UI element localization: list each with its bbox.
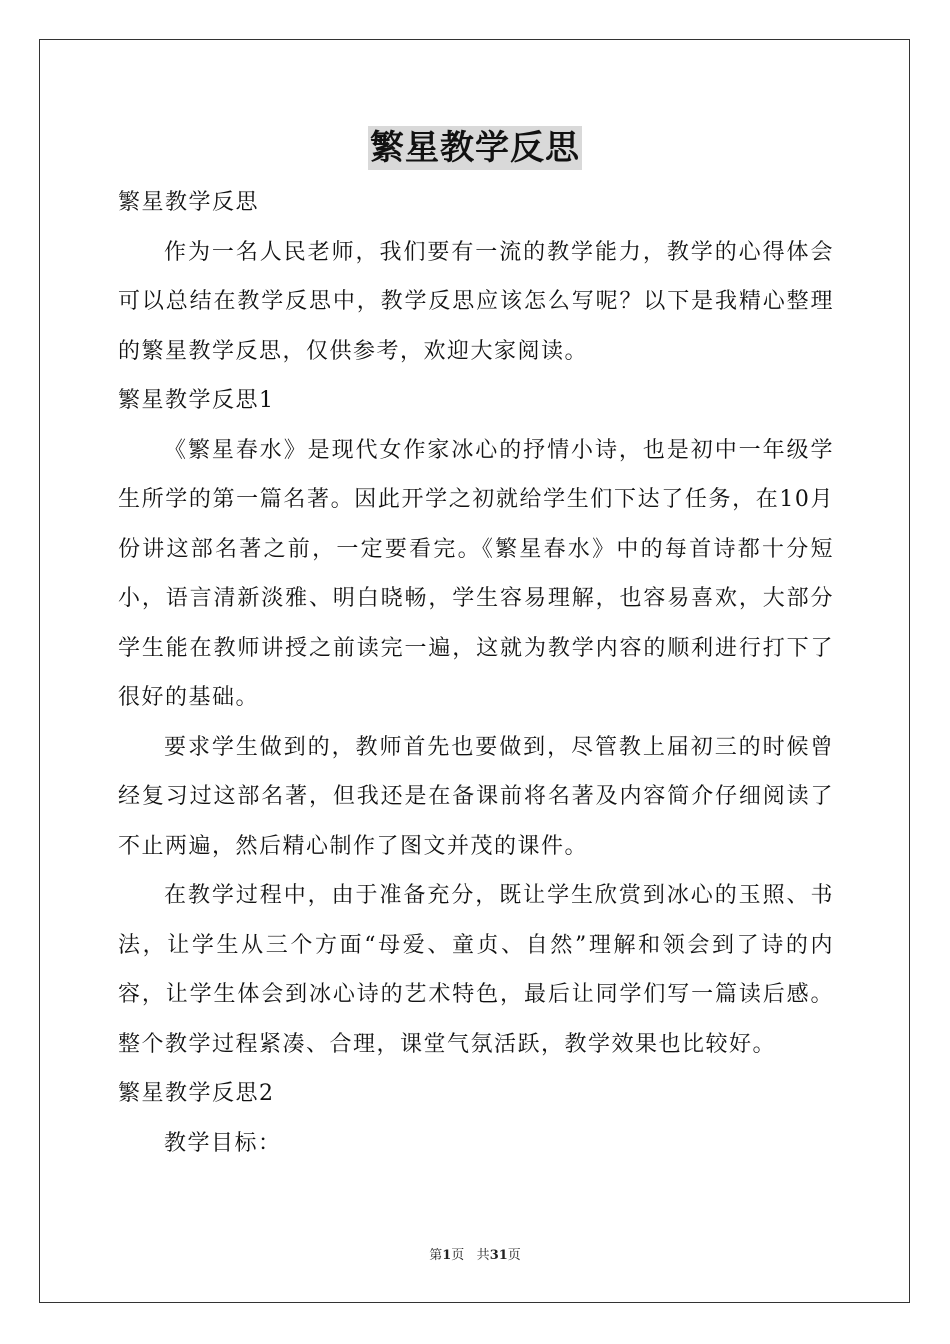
- paragraph: 在教学过程中，由于准备充分，既让学生欣赏到冰心的玉照、书法，让学生从三个方面“母爱、童贞、自然”理解和领会到了诗的内容，让学生体会到冰心诗的艺术特色，最后让同学们写一篇读后感。整个教学过程紧凑、合理，课堂气氛活跃，教学效果也比较好。: [118, 883, 834, 1057]
- total-prefix: 共: [476, 1248, 490, 1263]
- page-current: 1: [442, 1248, 452, 1263]
- section-heading: 繁星教学反思2: [118, 1081, 275, 1106]
- page-prefix: 第: [429, 1248, 443, 1263]
- document-body: [118, 178, 834, 1168]
- total-suffix: 页: [507, 1248, 521, 1263]
- paragraph: 要求学生做到的，教师首先也要做到，尽管教上届初三的时候曾经复习过这部名著，但我还是在备课前将名著及内容简介仔细阅读了不止两遍，然后精心制作了图文并茂的课件。: [118, 734, 834, 859]
- document-title-wrap: [0, 126, 950, 170]
- page-footer: [0, 1247, 950, 1265]
- section-heading: 繁星教学反思1: [118, 388, 275, 413]
- paragraph: 《繁星春水》是现代女作家冰心的抒情小诗，也是初中一年级学生所学的第一篇名著。因此开学之初就给学生们下达了任务，在10月份讲这部名著之前，一定要看完。《繁星春水》中的每首诗都十分短小，语言清新淡雅、明白晓畅，学生容易理解，也容易喜欢，大部分学生能在教师讲授之前读完一遍，这就为教学内容的顺利进行打下了很好的基础。: [118, 437, 834, 710]
- paragraph: 作为一名人民老师，我们要有一流的教学能力，教学的心得体会可以总结在教学反思中，教学反思应该怎么写呢？以下是我精心整理的繁星教学反思，仅供参考，欢迎大家阅读。: [118, 239, 834, 364]
- page-total: 31: [489, 1248, 508, 1263]
- page-suffix: 页: [451, 1248, 465, 1263]
- document-title: 繁星教学反思: [370, 128, 580, 168]
- paragraph: 教学目标：: [164, 1130, 282, 1156]
- section-heading: 繁星教学反思: [118, 190, 260, 215]
